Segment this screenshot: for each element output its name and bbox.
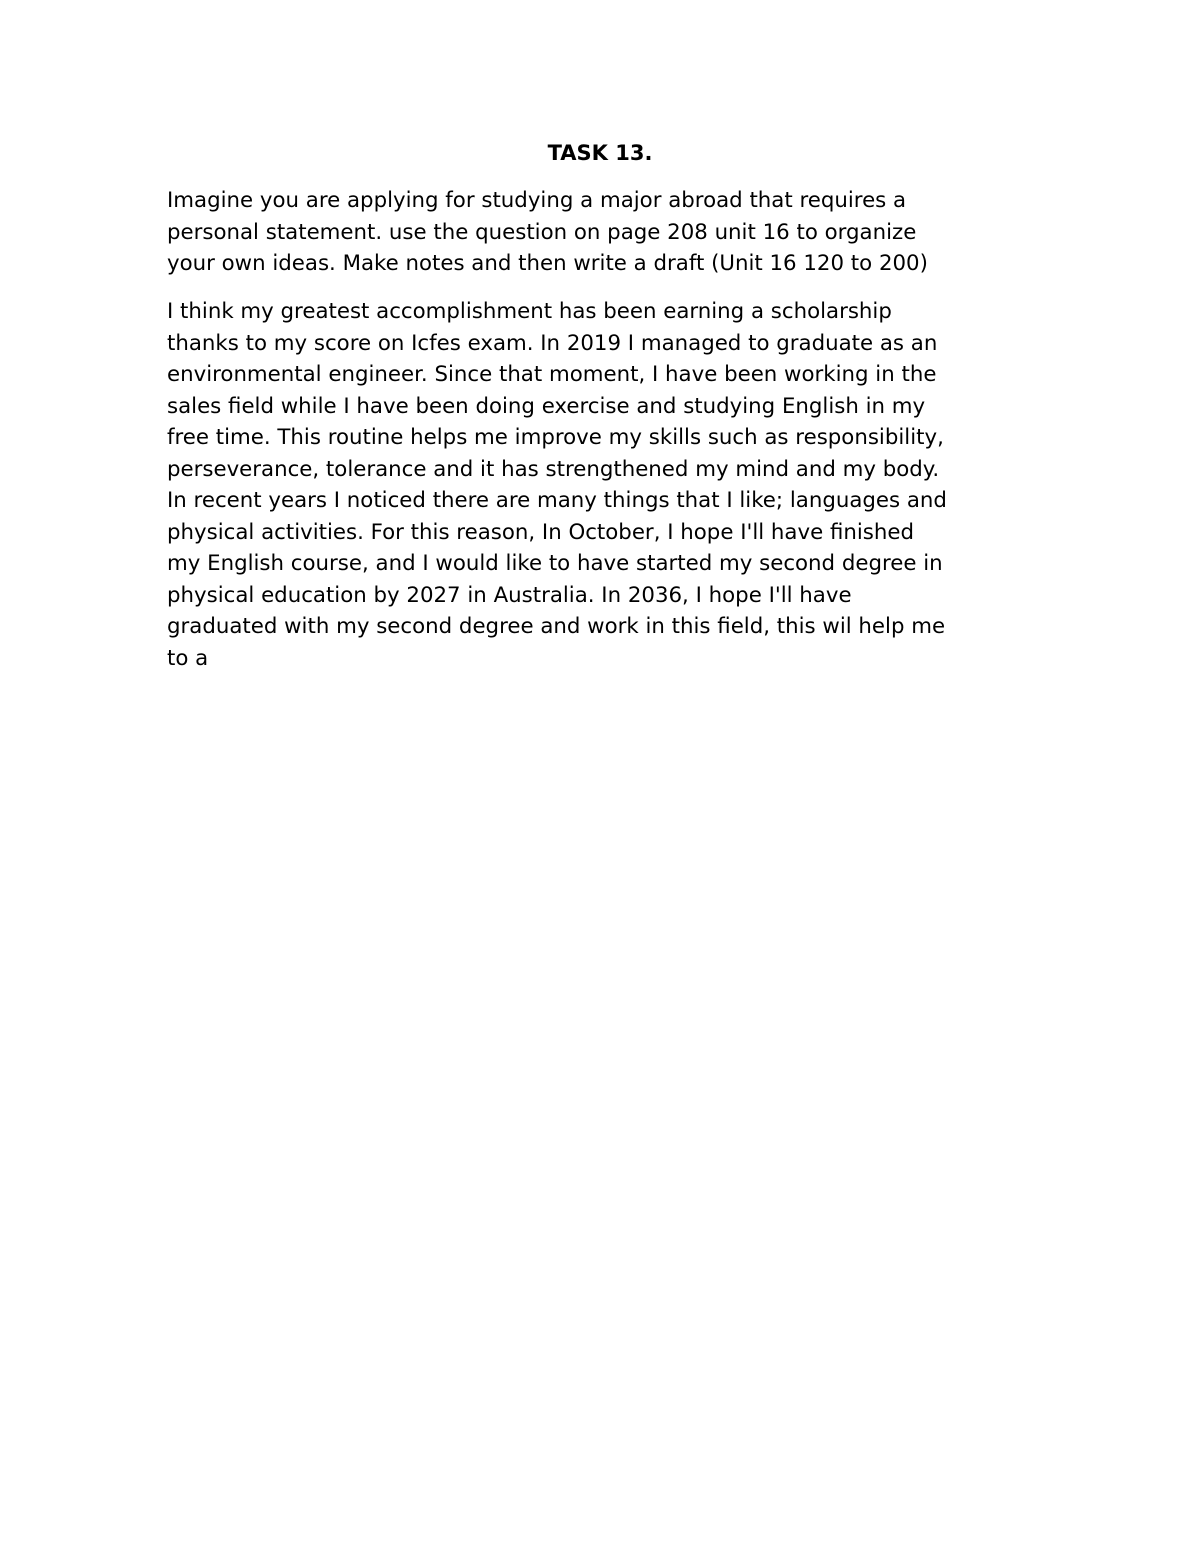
answer-line: graduated with my second degree and work in this field, this wil help me [167, 614, 946, 639]
answer-line: my English course, and I would like to have started my second degree in [167, 551, 943, 576]
answer-paragraph [167, 296, 947, 674]
prompt-line: your own ideas. Make notes and then write a draft (Unit 16 120 to 200) [167, 251, 928, 276]
answer-line: sales field while I have been doing exercise and studying English in my [167, 393, 926, 419]
answer-line: In recent years I noticed there are many things that I like; languages and [167, 488, 947, 513]
answer-line: thanks to my score on Icfes exam. In 2019 I managed to graduate as an [167, 330, 938, 356]
prompt-line: Imagine you are applying for studying a major abroad that requires a [167, 188, 907, 213]
answer-line: physical education by 2027 in Australia. In 2036, I hope I'll have [167, 582, 852, 608]
prompt-line: personal statement. use the question on page 208 unit 16 to organize [167, 219, 917, 245]
answer-line: environmental engineer. Since that moment, I have been working in the [167, 362, 937, 387]
task-prompt-paragraph [167, 185, 928, 280]
answer-line: physical activities. For this reason, In October, I hope I'll have finished [167, 519, 915, 545]
answer-line: free time. This routine helps me improve my skills such as responsibility, [167, 425, 944, 450]
answer-line: I think my greatest accomplishment has been earning a scholarship [167, 299, 892, 324]
answer-line: to a [167, 645, 209, 671]
document-title: TASK 13. [547, 141, 653, 165]
answer-line: perseverance, tolerance and it has strengthened my mind and my body. [167, 456, 940, 482]
